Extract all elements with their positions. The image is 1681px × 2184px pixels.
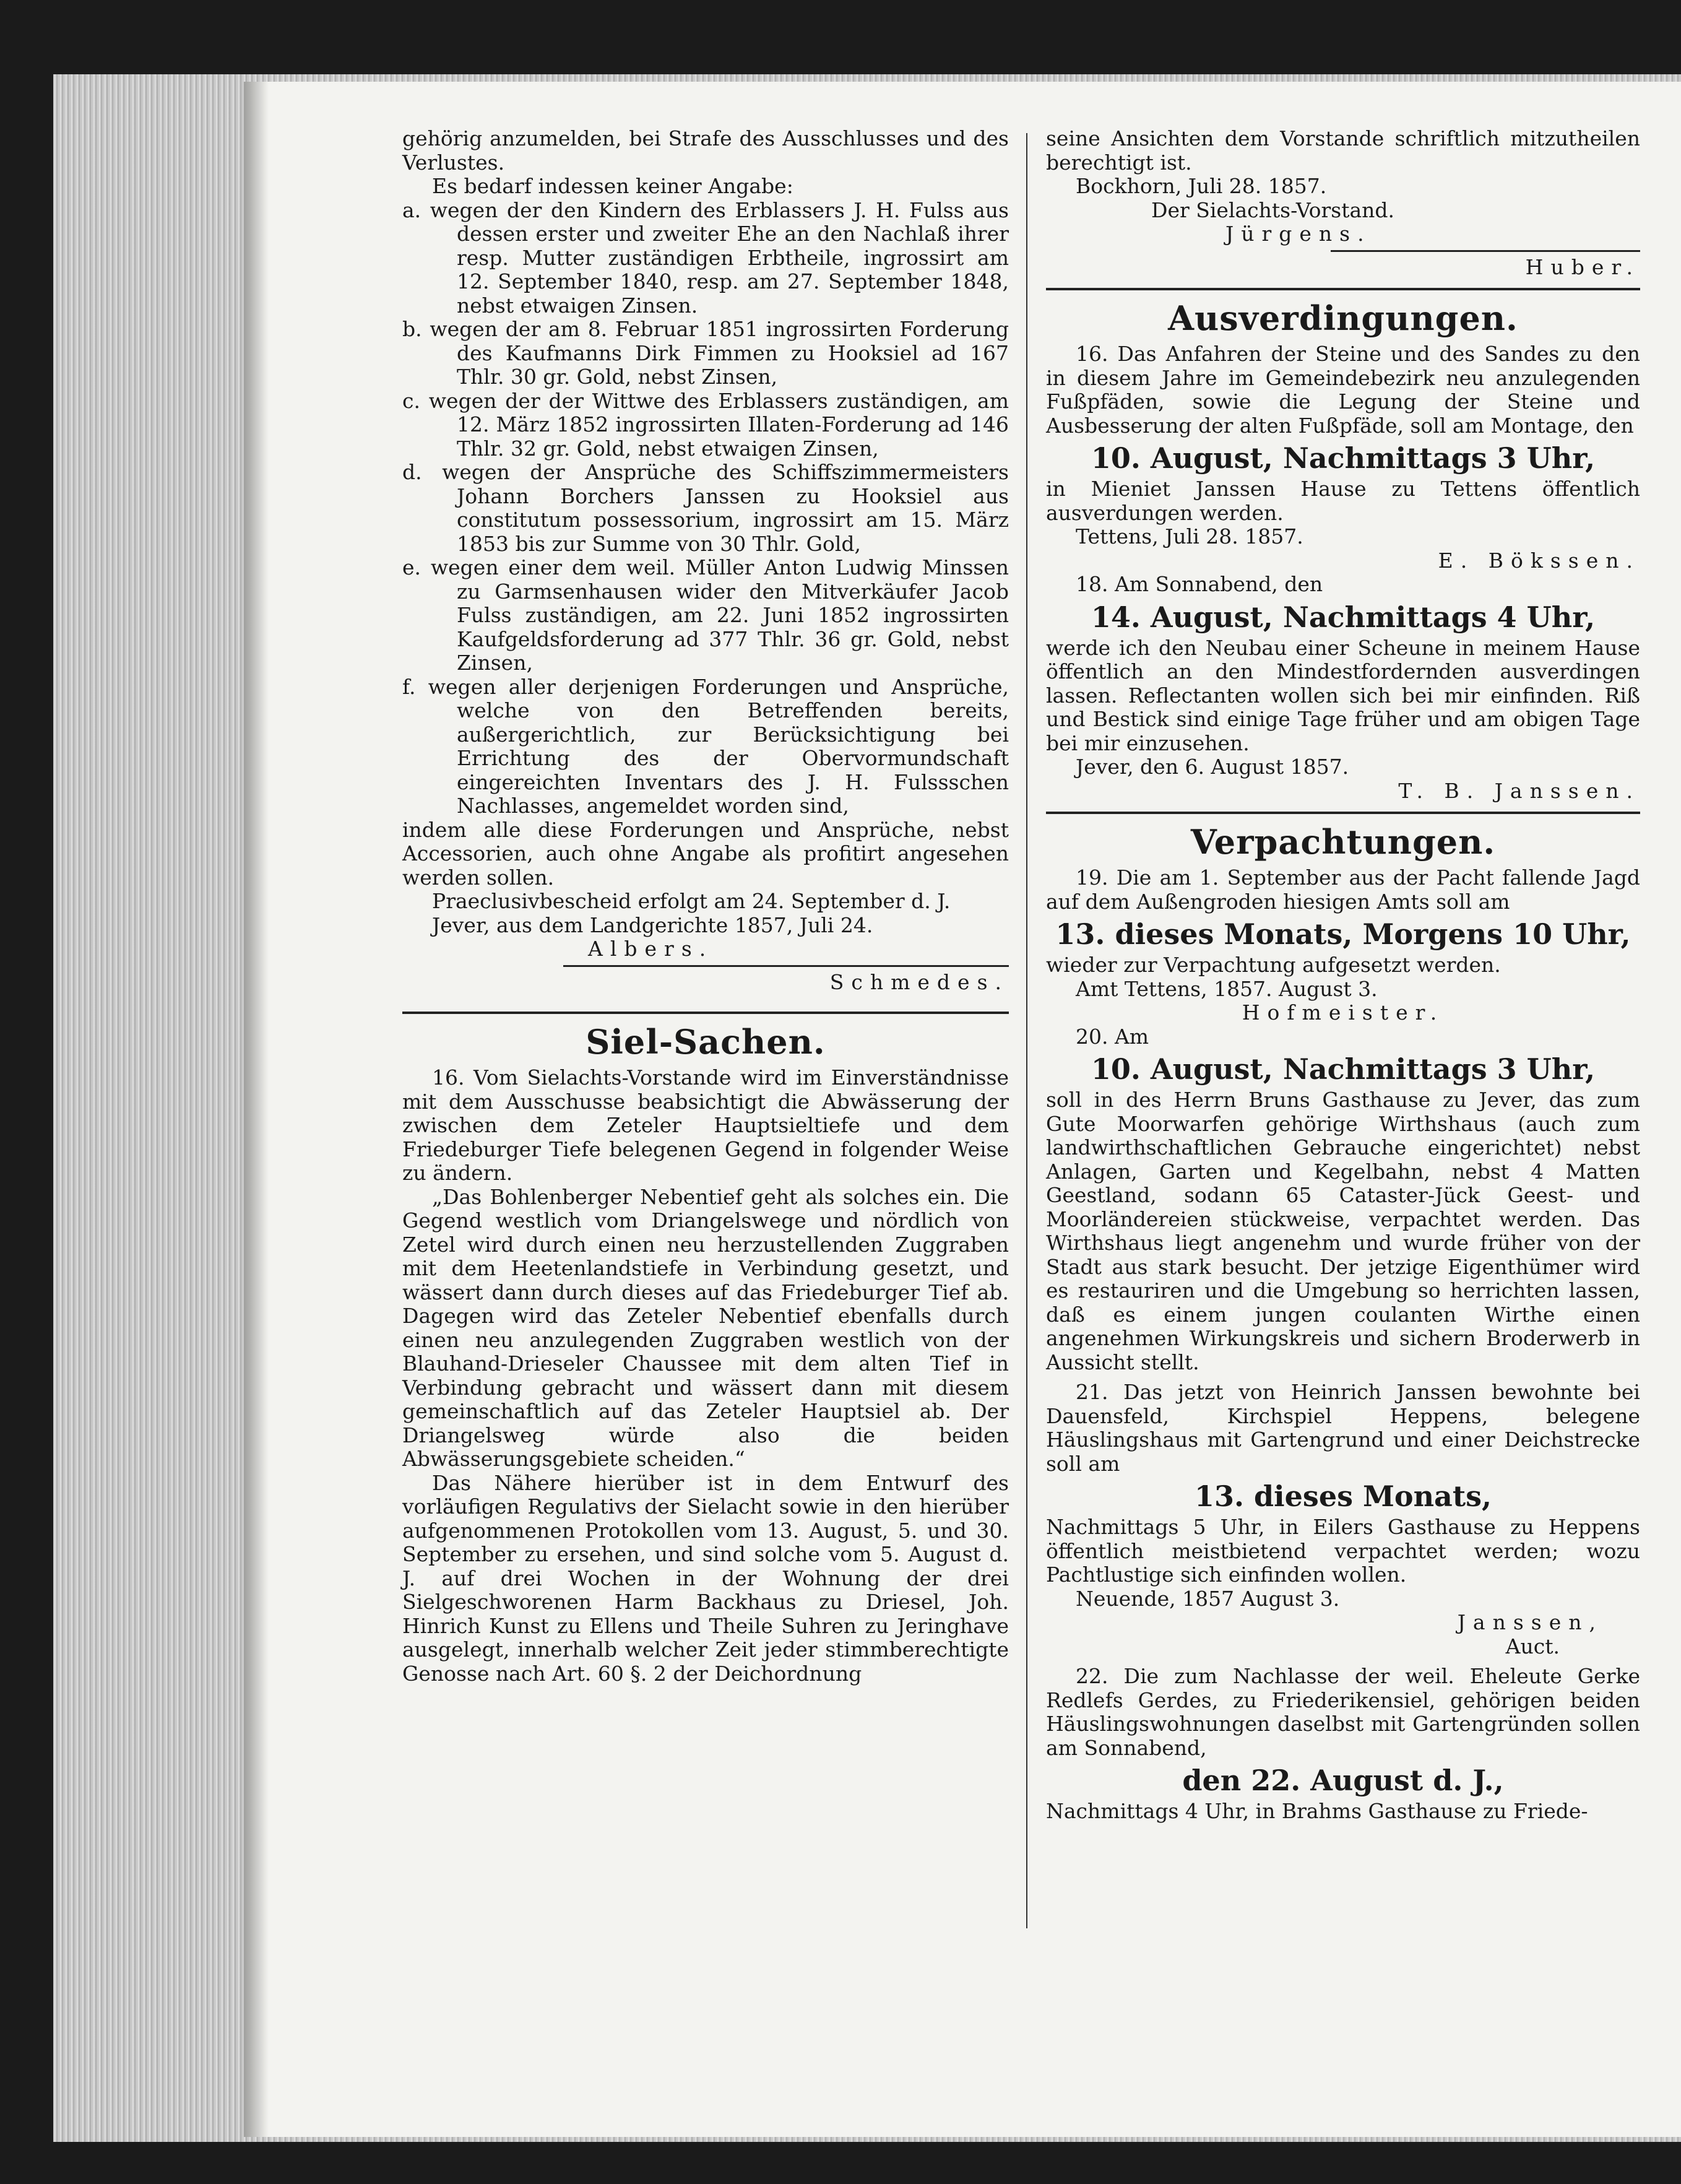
notice-text: in Mieniet Janssen Hause zu Tettens öffentlich ausverdungen werden. <box>1046 477 1640 525</box>
signature: T. B. Janssen. <box>1398 778 1640 803</box>
notice-text: Nachmittags 4 Uhr, in Brahms Gasthause zu Friede- <box>1046 1799 1588 1823</box>
notice-date: 14. August, Nachmittags 4 Uhr, <box>1091 600 1596 634</box>
intro-text: Es bedarf indessen keiner Angabe: <box>432 174 793 198</box>
section-heading: Siel-Sachen. <box>586 1022 826 1062</box>
notice-text: Das Nähere hierüber ist in dem Entwurf des vorläufigen Regulativs der Sielacht sowie in den hierüber aufgenommenen Protokollen vom 13. August, 5. und 30. September zu ersehen, und sind solche vom 5. August d. J. auf drei Wochen in der Wohnung der drei Sielgeschworenen Harm Backhaus zu Driesel, Joh. Hinrich Kunst zu Ellens und Theile Suhren zu Jeringhave ausgelegt, innerhalb welcher Zeit jeder stimmberechtigte Genosse nach Art. 60 §. 2 der Deichordnung <box>402 1470 1009 1686</box>
intro-text: gehörig anzumelden, bei Strafe des Ausschlusses und des Verlustes. <box>402 126 1009 175</box>
signature: Der Sielachts-Vorstand. <box>1151 197 1395 222</box>
notice-text: wieder zur Verpachtung aufgesetzt werden. <box>1046 953 1501 977</box>
notice-text: 19. Die am 1. September aus der Pacht fallende Jagd auf dem Außengroden hiesigen Amts soll am <box>1046 865 1640 914</box>
place-date: Bockhorn, Juli 28. 1857. <box>1076 174 1327 198</box>
notice-text: 18. Am Sonnabend, den <box>1076 572 1323 596</box>
notice-date: 13. dieses Monats, <box>1194 1480 1492 1513</box>
notice-date: 10. August, Nachmittags 3 Uhr, <box>1091 1052 1596 1086</box>
notice-text: soll in des Herrn Bruns Gasthause zu Jever, das zum Gute Moorwarfen gehörige Wirthshaus (auch zum landwirthschaftlichen Gebrauche eingerichtet) nebst Anlagen, Garten und Kegelbahn, nebst 4 Matten Geestland, sodann 65 Cataster-Jück Geest- und Moorländereien stückweise, verpachtet werden. Das Wirthshaus liegt angenehm und wurde früher von der Stadt aus stark besucht. Der jetzige Eigenthümer wird es restauriren und die Umgebung so herrichten lassen, daß es einem jungen coulanten Wirthe einen angenehmen Wirkungskreis und sichern Broderwerb in Aussicht stellt. <box>1046 1088 1640 1374</box>
list-item: c. wegen der der Wittwe des Erblassers zuständigen, am 12. März 1852 ingrossirten Illaten-Forderung ad 146 Thlr. 32 gr. Gold, nebst etwaigen Zinsen, <box>402 388 1009 461</box>
spine-shadow <box>244 82 269 2137</box>
section-rule <box>402 1012 1009 1014</box>
signature: Auct. <box>1505 1634 1560 1658</box>
notice-quote: „Das Bohlenberger Nebentief geht als solches ein. Die Gegend westlich vom Driangelswege und nördlich von Zetel wird durch einen neu herzustellenden Zuggraben mit dem Heetenlandstiefe in Verbindung gesetzt, und wässert dann durch dieses auf das Friedeburger Tief ab. Dagegen wird das Zeteler Nebentief ebenfalls durch einen neu anzulegenden Zuggraben westlich von der Blauhand-Drieseler Chaussee mit dem alten Tief in Verbindung gebracht und wässert dann mit diesem gemeinschaftlich auf das Zeteler Hauptsiel ab. Der Driangelsweg würde also die beiden Abwässerungsgebiete scheiden.“ <box>402 1184 1009 1471</box>
place-date: Amt Tettens, 1857. August 3. <box>1076 976 1378 1001</box>
signature: Hofmeister. <box>1242 1000 1445 1025</box>
signature: Albers. <box>588 937 714 961</box>
notice-text: 22. Die zum Nachlasse der weil. Eheleute Gerke Redlefs Gerdes, zu Friederikensiel, gehörigen beiden Häuslingswohnungen daselbst mit Gartengründen sollen am Sonnabend, <box>1046 1664 1640 1760</box>
notice-text: 21. Das jetzt von Heinrich Janssen bewohnte bei Dauensfeld, Kirchspiel Heppens, belegene Häuslingshaus mit Gartengrund und einer Deichstrecke soll am <box>1046 1380 1640 1476</box>
notice-text: 16. Vom Sielachts-Vorstande wird im Einverständnisse mit dem Ausschusse beabsichtigt die Abwässerung der zwischen dem Zeteler Hauptsieltiefe und dem Friedeburger Tiefe belegenen Gegend in folgender Weise zu ändern. <box>402 1065 1009 1185</box>
divider <box>563 965 1009 967</box>
notice-text: seine Ansichten dem Vorstande schriftlich mitzutheilen berechtigt ist. <box>1046 126 1640 175</box>
list-item: b. wegen der am 8. Februar 1851 ingrossirten Forderung des Kaufmanns Dirk Fimmen zu Hooksiel ad 167 Thlr. 30 gr. Gold, nebst Zinsen, <box>402 317 1009 389</box>
place-date: Tettens, Juli 28. 1857. <box>1076 524 1303 548</box>
list-item: f. wegen aller derjenigen Forderungen und Ansprüche, welche von den Betreffenden bereits, außergerichtlich, zur Berücksichtigung bei Errichtung des der Obervormundschaft eingereichten Inventars des J. H. Fulssschen Nachlasses, angemeldet worden sind, <box>402 674 1009 818</box>
notice-text: 16. Das Anfahren der Steine und des Sandes zu den in diesem Jahre im Gemeindebezirk neu anzulegenden Fußpfäden, sowie die Legung der Steine und Ausbesserung der alten Fußpfäde, soll am Montage, den <box>1046 342 1640 438</box>
signature: E. Bökssen. <box>1438 548 1640 573</box>
signature: Huber. <box>1525 254 1640 279</box>
divider <box>1331 250 1640 252</box>
section-rule <box>1046 288 1640 290</box>
notice-text: werde ich den Neubau einer Scheune in meinem Hause öffentlich an den Mindestfordernden ausverdingen lassen. Reflectanten wollen sich bei mir einfinden. Riß und Bestick sind einige Tage früher und am obigen Tage bei mir einzusehen. <box>1046 635 1640 755</box>
place-date: Neuende, 1857 August 3. <box>1076 1586 1340 1611</box>
notice-text: Nachmittags 5 Uhr, in Eilers Gasthause zu Heppens öffentlich meistbietend verpachtet werden; wozu Pachtlustige sich einfinden wollen. <box>1046 1515 1640 1587</box>
section-rule <box>1046 812 1640 814</box>
list-item: e. wegen einer dem weil. Müller Anton Ludwig Minssen zu Garmsenhausen wider den Mitverkäufer Jacob Fulss zuständigen, am 22. Juni 1852 ingrossirten Kaufgeldsforderung ad 377 Thlr. 36 gr. Gold, nebst Zinsen, <box>402 555 1009 675</box>
place-date: Jever, den 6. August 1857. <box>1076 755 1349 779</box>
signature: Janssen, <box>1457 1610 1603 1634</box>
section-heading: Ausverdingungen. <box>1168 298 1518 338</box>
list-item: d. wegen der Ansprüche des Schiffszimmermeisters Johann Borchers Janssen zu Hooksiel aus constitutum possessorium, ingrossirt am 15. März 1853 bis zur Summe von 30 Thlr. Gold, <box>402 460 1009 556</box>
right-column <box>1046 127 1640 1824</box>
section-heading: Verpachtungen. <box>1190 822 1496 862</box>
column-divider <box>1026 133 1027 1928</box>
signature: Schmedes. <box>829 969 1009 994</box>
place-date: Jever, aus dem Landgerichte 1857, Juli 24. <box>432 912 873 937</box>
notice-date: 13. dieses Monats, Morgens 10 Uhr, <box>1055 917 1631 951</box>
closing-text: indem alle diese Forderungen und Ansprüche, nebst Accessorien, auch ohne Angabe als profitirt angesehen werden sollen. <box>402 817 1009 890</box>
praeclusiv-text: Praeclusivbescheid erfolgt am 24. September d. J. <box>432 889 951 913</box>
notice-date: den 22. August d. J., <box>1182 1764 1504 1797</box>
list-item: a. wegen der den Kindern des Erblassers J. H. Fulss aus dessen erster und zweiter Ehe an den Nachlaß ihrer resp. Mutter zuständigen Erbtheile, ingrossirt am 12. September 1840, resp. am 27. September 1848, nebst etwaigen Zinsen. <box>402 197 1009 318</box>
left-column <box>402 127 1009 1686</box>
notice-text: 20. Am <box>1076 1024 1149 1049</box>
signature: Jürgens. <box>1225 222 1372 246</box>
notice-date: 10. August, Nachmittags 3 Uhr, <box>1091 441 1596 475</box>
